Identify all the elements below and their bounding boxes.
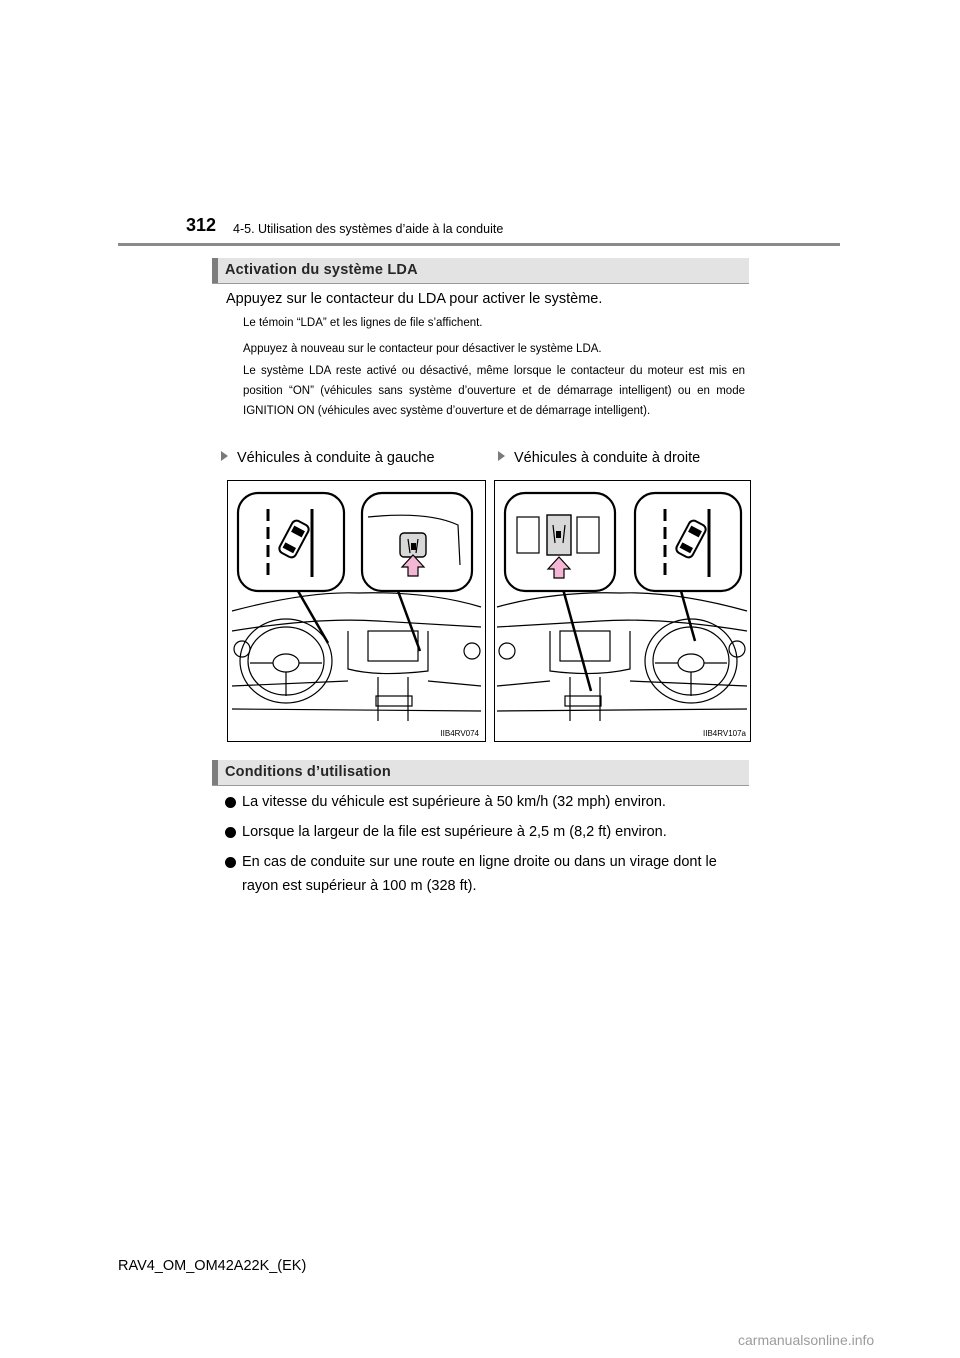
list-item (212, 850, 752, 898)
running-header: 4-5. Utilisation des systèmes d’aide à la conduite (233, 222, 504, 236)
list-item (212, 820, 752, 844)
note-deactivate: Appuyez à nouveau sur le contacteur pour désactiver le système LDA. (243, 343, 602, 355)
note-memory: Le système LDA reste activé ou désactivé, même lorsque le contacteur du moteur est mis en position “ON” (véhicules sans système d’ouverture et de démarrage intelligent) ou en mode IGNITION ON (véhicules avec système d’ouverture et de démarrage intelligent). (243, 365, 745, 417)
dashboard-illustration (228, 481, 485, 741)
bullet-icon (225, 797, 236, 808)
section-header-activation (212, 258, 749, 284)
section-accent (212, 258, 218, 283)
instruction-text: Appuyez sur le contacteur du LDA pour activer le système. (226, 291, 603, 307)
section-header-conditions (212, 760, 749, 786)
section-title: Conditions d’utilisation (225, 764, 391, 780)
watermark[interactable]: carmanualsonline.info (738, 1332, 875, 1348)
page-number: 312 (186, 215, 217, 235)
case-label-left (221, 449, 435, 467)
bullet-icon (225, 857, 236, 868)
section-title: Activation du système LDA (225, 262, 418, 278)
section-accent (212, 760, 218, 785)
figure-code: IIB4RV074 (440, 729, 479, 738)
figure-right-hand-drive (494, 480, 751, 742)
case-label-right (498, 449, 700, 467)
triangle-bullet-icon (498, 451, 505, 461)
header-rule (118, 243, 840, 246)
footer-doc-code: RAV4_OM_OM42A22K_(EK) (118, 1258, 307, 1274)
note-indicator: Le témoin “LDA” et les lignes de file s’affichent. (243, 317, 483, 329)
dashboard-illustration (495, 481, 750, 741)
figure-code: IIB4RV107a (703, 729, 746, 738)
bullet-icon (225, 827, 236, 838)
list-item-text: Lorsque la largeur de la file est supérieure à 2,5 m (8,2 ft) environ. (242, 824, 667, 840)
conditions-list (212, 790, 752, 904)
list-item-text: En cas de conduite sur une route en ligne droite ou dans un virage dont le rayon est supérieur à 100 m (328 ft). (242, 854, 717, 894)
case-label-text: Véhicules à conduite à droite (514, 450, 701, 466)
list-item-text: La vitesse du véhicule est supérieure à 50 km/h (32 mph) environ. (242, 794, 666, 810)
list-item (212, 790, 752, 814)
figure-left-hand-drive (227, 480, 486, 742)
triangle-bullet-icon (221, 451, 228, 461)
case-label-text: Véhicules à conduite à gauche (237, 450, 435, 466)
